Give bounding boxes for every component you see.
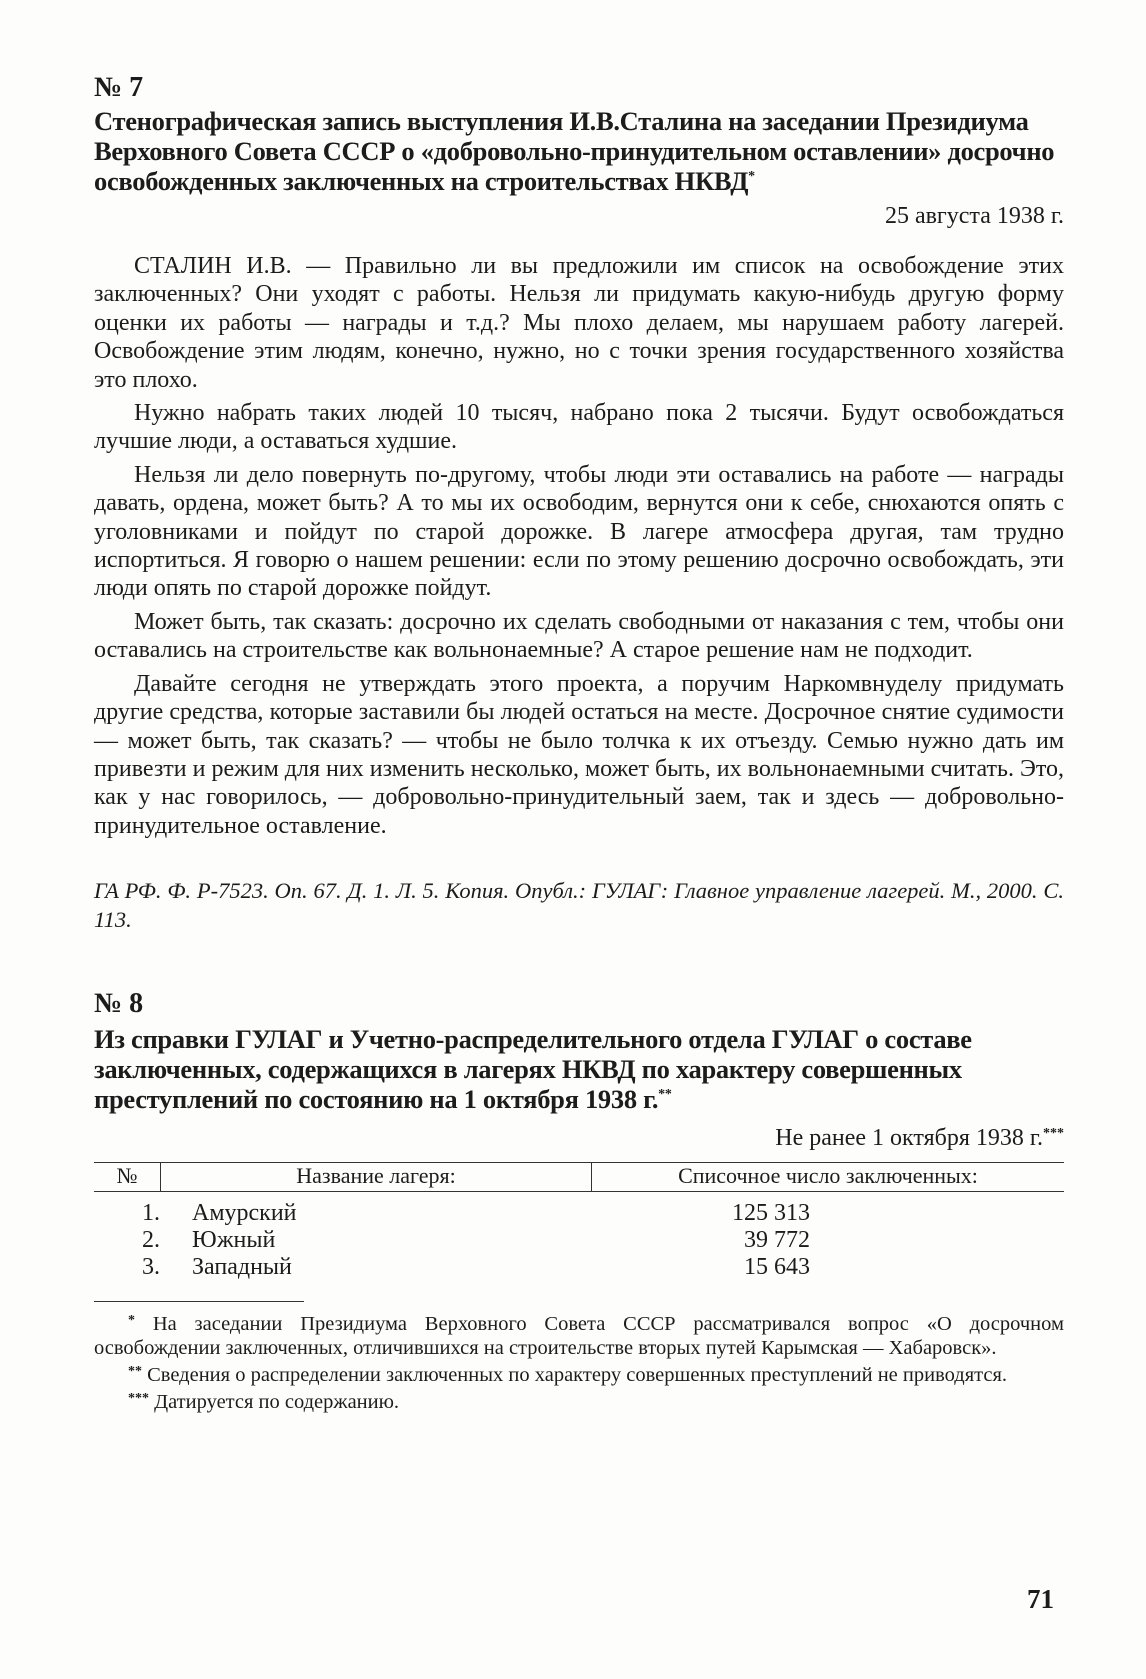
prisoner-count: 39 772 xyxy=(744,1227,810,1254)
document-title-text: Из справки ГУЛАГ и Учетно-распределительного отдела ГУЛАГ о составе заключенных, содержащихся в лагерях НКВД по характеру совершенных преступлений по состоянию на 1 октября 1938 г. xyxy=(94,1024,972,1115)
page-number: 71 xyxy=(1027,1584,1054,1614)
document-body xyxy=(94,252,1064,840)
document-number: № 8 xyxy=(94,988,144,1020)
footnote-marker: *** xyxy=(1043,1126,1064,1142)
paragraph: СТАЛИН И.В. — Правильно ли вы предложили им список на освобождение этих заключенных? Они уходят с работы. Нельзя ли придумать какую-нибудь другую форму оценки их работы — награды и т.д.? Мы плохо делаем, мы нарушаем работу лагерей. Освобождение этим людям, конечно, нужно, но с точки зрения государственного хозяйства это плохо. xyxy=(94,253,1064,393)
table-header xyxy=(94,1163,1064,1192)
footnote-text: Сведения о распределении заключенных по характеру совершенных преступлений не приводятся. xyxy=(147,1364,1008,1387)
footnote xyxy=(94,1363,1064,1387)
row-number: 2. xyxy=(142,1227,160,1254)
footnote xyxy=(94,1390,1064,1414)
paragraph: Нельзя ли дело повернуть по-другому, чтобы люди эти оставались на работе — награды давать, ордена, может быть? А то мы их освободим, вернутся они к себе, снюхаются опять с уголовниками и пойдут по старой дорожке. В лагере атмосфера другая, там трудно испортиться. Я говорю о нашем решении: если по этому решению досрочно освобождать, эти люди опять по старой дорожке пойдут. xyxy=(94,461,1064,602)
paragraph: Нужно набрать таких людей 10 тысяч, набрано пока 2 тысячи. Будут освобождаться лучшие люди, а оставаться худшие. xyxy=(94,400,1064,455)
table-row xyxy=(94,1200,1064,1227)
camp-name: Западный xyxy=(192,1254,292,1281)
prisoner-count: 125 313 xyxy=(732,1200,810,1227)
table-row xyxy=(94,1254,1064,1281)
document-7 xyxy=(94,72,1064,934)
footnote-marker: * xyxy=(748,169,755,184)
document-8 xyxy=(94,988,1064,1281)
footnotes xyxy=(94,1312,1064,1414)
table-body xyxy=(94,1200,1064,1281)
document-title xyxy=(94,106,1064,196)
document-number: № 7 xyxy=(94,72,144,103)
footnote-marker: ** xyxy=(658,1087,672,1103)
column-header-camp-name: Название лагеря: xyxy=(161,1163,592,1191)
archival-source: ГА РФ. Ф. Р-7523. Оп. 67. Д. 1. Л. 5. Копия. Опубл.: ГУЛАГ: Главное управление лагерей. М., 2000. С. 113. xyxy=(94,878,1064,933)
footnote-mark: * xyxy=(128,1313,135,1329)
camp-name: Южный xyxy=(192,1227,276,1254)
row-number: 1. xyxy=(142,1200,160,1227)
paragraph: Давайте сегодня не утверждать этого проекта, а поручим Наркомвнуделу придумать другие средства, которые заставили бы людей остаться на месте. Досрочное снятие судимости — может быть, так сказать? — чтобы не было толчка к их отъезду. Семью нужно дать им привезти и режим для них изменить несколько, может быть, их вольнонаемными считать. Это, как у нас говорилось, — добровольно-принудительный заем, так и здесь — добровольно-принудительное оставление. xyxy=(94,670,1064,839)
footnote-mark: ** xyxy=(128,1364,142,1380)
document-title xyxy=(94,1024,1064,1114)
document-title-text: Стенографическая запись выступления И.В.Сталина на заседании Президиума Верховного Совета СССР о «добровольно-принудительном оставлении» досрочно освобожденных заключенных на строительствах НКВД xyxy=(94,106,1055,196)
document-page xyxy=(94,72,1064,1417)
table-row xyxy=(94,1227,1064,1254)
column-header-prisoner-count: Списочное число заключенных: xyxy=(678,1163,978,1189)
column-header-number: № xyxy=(94,1163,161,1191)
paragraph: Может быть, так сказать: досрочно их сделать свободными от наказания с тем, чтобы они оставались на строительстве как вольнонаемные? А старое решение нам не подходит. xyxy=(94,608,1064,664)
footnote-mark: *** xyxy=(128,1391,149,1407)
document-date xyxy=(94,1124,1064,1152)
camp-name: Амурский xyxy=(192,1200,297,1227)
prisoner-count: 15 643 xyxy=(744,1254,810,1281)
row-number: 3. xyxy=(142,1254,160,1281)
footnote-text: Датируется по содержанию. xyxy=(154,1391,400,1414)
document-date: 25 августа 1938 г. xyxy=(884,203,1064,229)
camps-table xyxy=(94,1162,1064,1281)
footnote xyxy=(94,1312,1064,1360)
document-date-text: Не ранее 1 октября 1938 г. xyxy=(775,1125,1043,1152)
footnote-divider xyxy=(94,1301,304,1302)
footnote-text: На заседании Президиума Верховного Совета СССР рассматривался вопрос «О досрочном освобождении заключенных, отличившихся на строительстве вторых путей Карымская — Хабаровск». xyxy=(94,1313,1064,1360)
